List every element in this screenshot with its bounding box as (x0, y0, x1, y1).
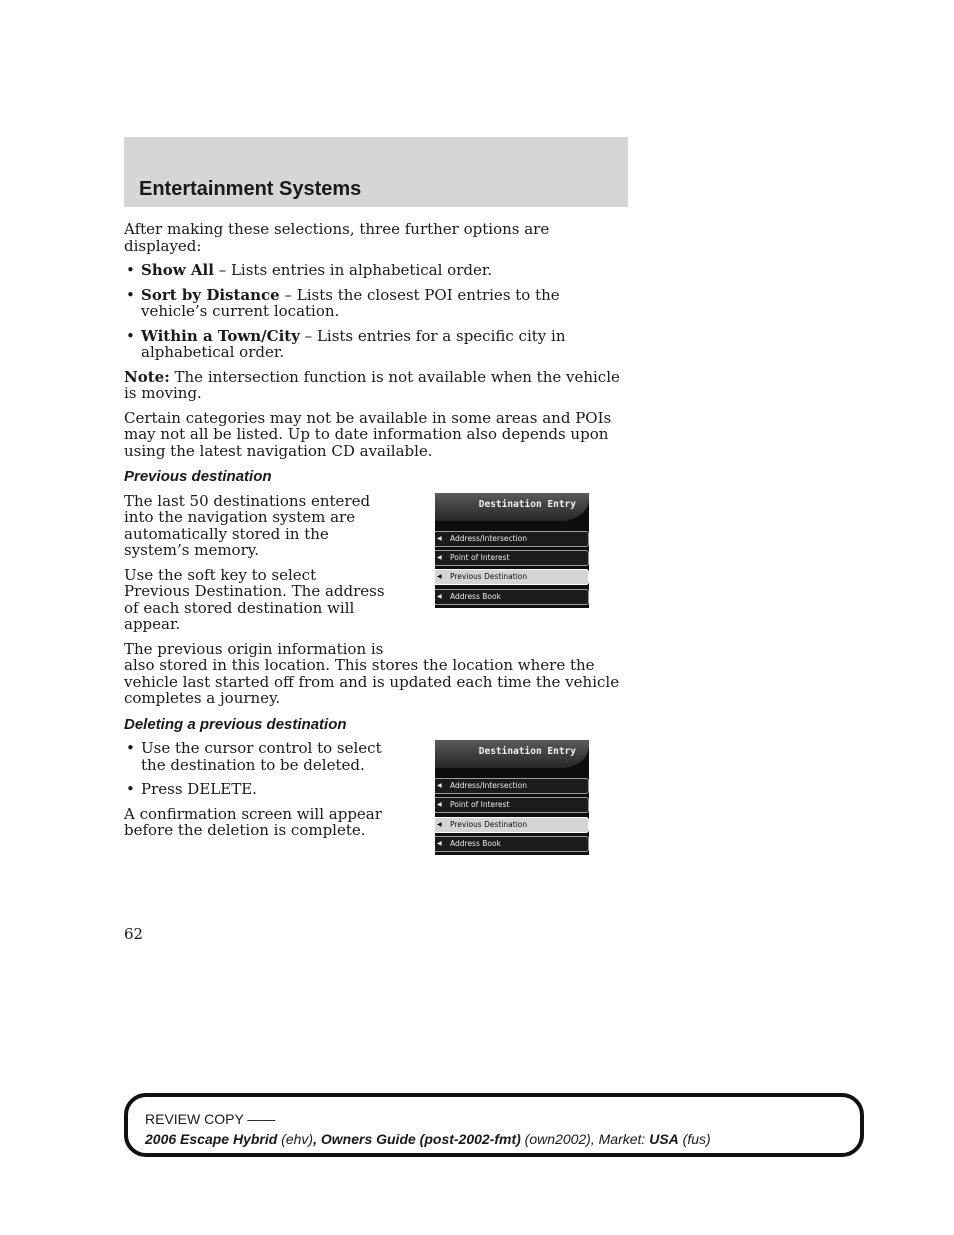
left-arrow-icon: ◀ (437, 820, 442, 828)
main-column (124, 221, 628, 847)
screen-title: Destination Entry (435, 493, 589, 521)
deleting-p1: A confirmation screen will appear before the deletion is complete. (124, 804, 382, 839)
left-arrow-icon: ◀ (437, 782, 442, 789)
list-item: • Use the cursor control to select the destination to be deleted. (126, 739, 382, 774)
option-desc: – Lists the closest POI entries to the vehicle’s current location. (141, 285, 560, 320)
left-arrow-icon: ◀ (437, 553, 442, 561)
previous-destination-p1: The last 50 destinations entered into the navigation system are automatically stored in the system’s memory. (124, 491, 371, 559)
option-term: Show All (141, 261, 214, 279)
screen-menu-item-selected: ◀ Previous Destination (435, 817, 589, 833)
review-label: REVIEW COPY —— (145, 1111, 276, 1127)
screen-menu-item-selected: ◀ Previous Destination (435, 569, 589, 585)
left-arrow-icon: ◀ (437, 801, 442, 809)
deleting-heading: Deleting a previous destination (124, 715, 347, 733)
note-text: The intersection function is not available when the vehicle is moving. (124, 367, 620, 402)
left-arrow-icon: ◀ (437, 573, 442, 581)
option-desc: – Lists entries for a specific city in alphabetical order. (141, 326, 566, 361)
bullet-icon: • (126, 739, 135, 757)
previous-destination-p2: Use the soft key to select Previous Destination. The address of each stored destination will appear. (124, 565, 385, 633)
options-list (124, 262, 628, 361)
categories-paragraph: Certain categories may not be available in some areas and POIs may not all be listed. Up to date information also depends upon using the latest navigation CD available. (124, 408, 612, 460)
screen-menu-item: ◀ Point of Interest (435, 550, 589, 566)
section-header-band (124, 137, 628, 207)
option-term: Within a Town/City (141, 326, 300, 345)
screen-menu-item: ◀ Address/Intersection (435, 778, 589, 794)
screen-menu-item: ◀ Address Book (435, 836, 589, 852)
note-label: Note: (124, 367, 170, 386)
list-item: • Press DELETE. (126, 780, 257, 798)
section-title: Entertainment Systems (139, 178, 362, 200)
option-term: Sort by Distance (141, 285, 280, 304)
previous-destination-heading: Previous destination (124, 468, 272, 485)
previous-destination-section (124, 493, 628, 707)
note-paragraph (124, 369, 628, 402)
left-arrow-icon: ◀ (437, 840, 442, 848)
bullet-icon: • (126, 285, 135, 304)
deleting-section (124, 739, 628, 849)
option-desc: – Lists entries in alphabetical order. (213, 261, 493, 279)
previous-destination-p3: The previous origin information is also stored in this location. This stores the location where the vehicle last started off from and is updated each time the vehicle completes a journey. (124, 639, 620, 707)
intro-paragraph: After making these selections, three further options are displayed: (124, 220, 550, 255)
bullet-icon: • (126, 261, 135, 279)
left-arrow-icon: ◀ (437, 534, 442, 542)
list-item (124, 287, 628, 320)
nav-screen-image (435, 740, 589, 855)
screen-menu-item: ◀ Address Book (435, 589, 589, 605)
page-number: 62 (124, 925, 144, 943)
bullet-icon: • (126, 780, 135, 798)
document-info: 2006 Escape Hybrid (ehv), Owners Guide (post-2002-fmt) (own2002), Market: USA (fus) (145, 1131, 711, 1147)
screen-menu-item: ◀ Address/Intersection (435, 531, 589, 547)
review-copy-footer (124, 1093, 864, 1157)
nav-screen-image (435, 493, 589, 608)
screen-menu (435, 778, 589, 855)
list-item (124, 328, 628, 361)
list-item (124, 262, 628, 279)
screen-menu-item: ◀ Point of Interest (435, 797, 589, 813)
bullet-icon: • (126, 326, 135, 345)
deleting-steps (124, 740, 386, 798)
screen-menu (435, 531, 589, 608)
left-arrow-icon: ◀ (437, 592, 442, 600)
screen-title: Destination Entry (435, 740, 589, 768)
